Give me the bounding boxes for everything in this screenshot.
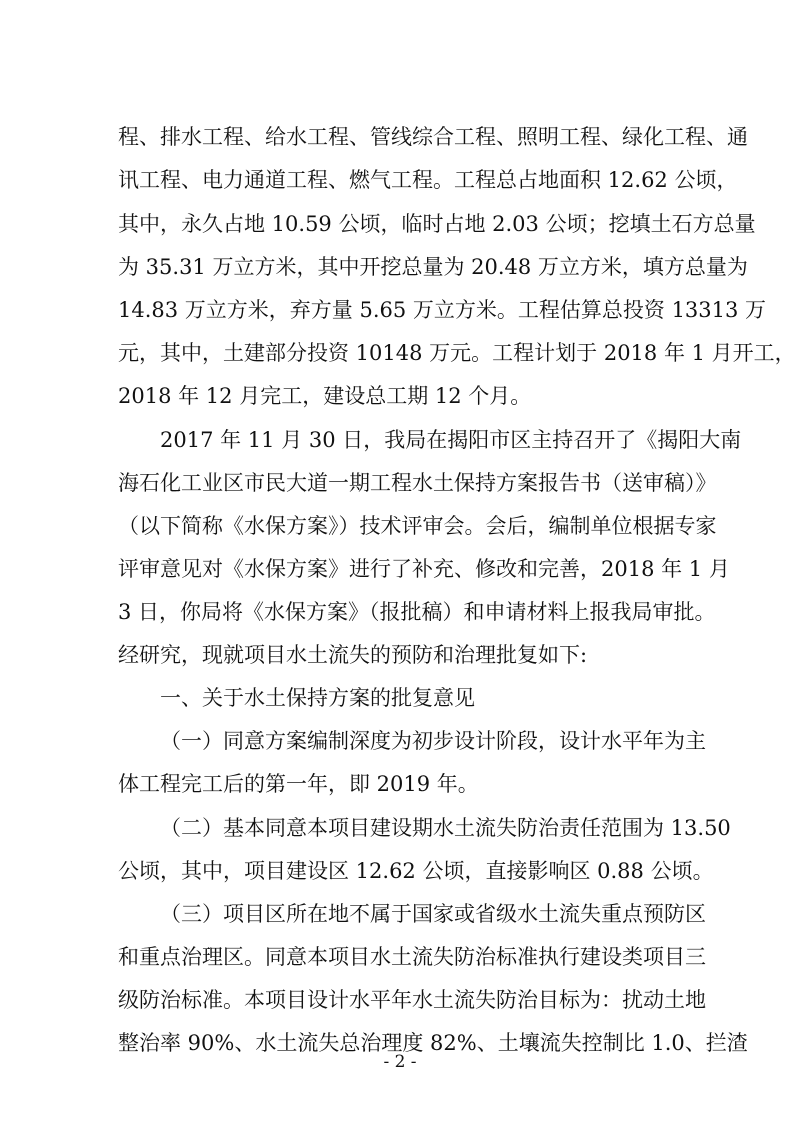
text-line: 14.83 万立方米，弃方量 5.65 万立方米。工程估算总投资 13313 万 [118, 298, 767, 322]
paragraph-start-line: （一）同意方案编制深度为初步设计阶段，设计水平年为主 [160, 729, 706, 753]
text-line: 程、排水工程、给水工程、管线综合工程、照明工程、绿化工程、通 [118, 125, 748, 149]
text-line: 整治率 90%、水土流失总治理度 82%、土壤流失控制比 1.0、拦渣 [118, 1031, 748, 1055]
text-line: 体工程完工后的第一年，即 2019 年。 [118, 772, 479, 796]
text-line: 和重点治理区。同意本项目水土流失防治标准执行建设类项目三 [118, 945, 706, 969]
text-line: （以下简称《水保方案》）技术评审会。会后，编制单位根据专家 [118, 514, 717, 538]
text-line: 2018 年 12 月完工，建设总工期 12 个月。 [118, 384, 532, 408]
text-line: 为 35.31 万立方米，其中开挖总量为 20.48 万立方米，填方总量为 [118, 255, 748, 279]
text-line: 元，其中，土建部分投资 10148 万元。工程计划于 2018 年 1 月开工， [118, 341, 796, 365]
section-heading: 一、关于水土保持方案的批复意见 [160, 686, 475, 710]
paragraph-start-line: （三）项目区所在地不属于国家或省级水土流失重点预防区 [160, 902, 706, 926]
paragraph-start-line: 2017 年 11 月 30 日，我局在揭阳市区主持召开了《揭阳大南 [160, 428, 742, 452]
text-line: 公顷，其中，项目建设区 12.62 公顷，直接影响区 0.88 公顷。 [118, 859, 714, 883]
paragraph-start-line: （二）基本同意本项目建设期水土流失防治责任范围为 13.50 [160, 816, 731, 840]
text-line: 讯工程、电力通道工程、燃气工程。工程总占地面积 12.62 公顷， [118, 168, 738, 192]
text-line: 其中，永久占地 10.59 公顷，临时占地 2.03 公顷；挖填土石方总量 [118, 212, 756, 236]
text-line: 3 日，你局将《水保方案》（报批稿）和申请材料上报我局审批。 [118, 600, 716, 624]
text-line: 级防治标准。本项目设计水平年水土流失防治目标为：扰动土地 [118, 988, 706, 1012]
page-number: - 2 - [383, 1052, 417, 1072]
text-line: 经研究，现就项目水土流失的预防和治理批复如下: [118, 643, 588, 667]
text-line: 海石化工业区市民大道一期工程水土保持方案报告书（送审稿）》 [118, 471, 717, 495]
text-line: 评审意见对《水保方案》进行了补充、修改和完善，2018 年 1 月 [118, 557, 730, 581]
